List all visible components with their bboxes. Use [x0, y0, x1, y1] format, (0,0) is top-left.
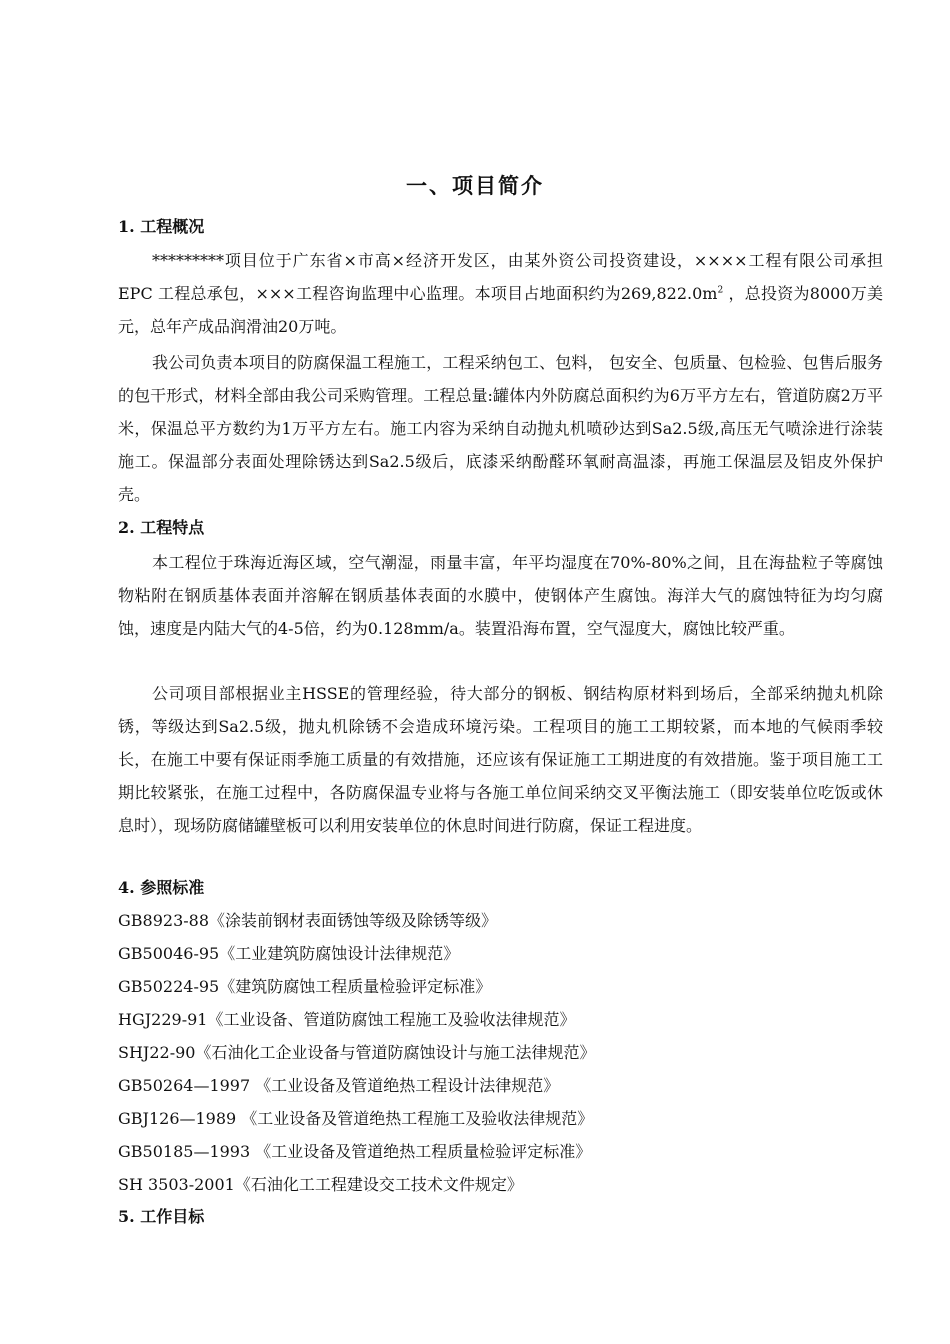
standard-item: GB50264—1997 《工业设备及管道绝热工程设计法律规范》 — [118, 1076, 560, 1095]
paragraph-scope: 我公司负责本项目的防腐保温工程施工，工程采纳包工、包料， 包安全、包质量、包检验、包售后服务的包干形式，材料全部由我公司采购管理。工程总量:罐体内外防腐总面积约为6万平方左右，管道防腐2万平米，保温总平方数约为1万平方左右。施工内容为采纳自动抛丸机喷砂达到Sa2.5级,高压无气喷涂进行涂装施工。保温部分表面处理除锈达到Sa2.5级后，底漆采纳酚醛环氧耐高温漆，再施工保温层及铝皮外保护壳。 — [118, 353, 883, 504]
section-heading-standards: 4. 参照标准 — [118, 878, 205, 897]
section-heading-features: 2. 工程特点 — [118, 518, 205, 537]
standards-list — [118, 904, 883, 1201]
section-heading-goals: 5. 工作目标 — [118, 1207, 205, 1226]
paragraph-text: *********项目位于广东省×市高×经济开发区，由某外资公司投资建设，××××工程有限公司承担EPC 工程总承包，×××工程咨询监理中心监理。本项目占地面积约为269,822.0m — [118, 251, 883, 303]
standard-item: SHJ22-90《石油化工企业设备与管道防腐蚀设计与施工法律规范》 — [118, 1043, 596, 1062]
standard-item: GB8923-88《涂装前钢材表面锈蚀等级及除锈等级》 — [118, 911, 498, 930]
paragraph-construction-plan: 公司项目部根据业主HSSE的管理经验，待大部分的钢板、钢结构原材料到场后，全部采纳抛丸机除锈，等级达到Sa2.5级，抛丸机除锈不会造成环境污染。工程项目的施工工期较紧，而本地的气候雨季较长，在施工中要有保证雨季施工质量的有效措施，还应该有保证施工工期进度的有效措施。鉴于项目施工工期比较紧张，在施工过程中，各防腐保温专业将与各施工单位间采纳交叉平衡法施工（即安装单位吃饭或休息时），现场防腐储罐壁板可以利用安装单位的休息时间进行防腐，保证工程进度。 — [118, 684, 883, 835]
paragraph-text: ，总投资为8000万美元，总年产成品润滑油20万吨。 — [118, 284, 883, 336]
standard-item: GB50224-95《建筑防腐蚀工程质量检验评定标准》 — [118, 977, 492, 996]
page-title: 一、项目简介 — [406, 173, 544, 198]
paragraph-project-location — [118, 244, 883, 343]
paragraph-environment: 本工程位于珠海近海区域，空气潮湿，雨量丰富，年平均湿度在70%-80%之间，且在海盐粒子等腐蚀物粘附在钢质基体表面并溶解在钢质基体表面的水膜中，使钢体产生腐蚀。海洋大气的腐蚀特征为均匀腐蚀，速度是内陆大气的4-5倍，约为0.128mm/a。装置沿海布置，空气湿度大，腐蚀比较严重。 — [118, 553, 883, 638]
section-heading-overview: 1. 工程概况 — [118, 217, 205, 236]
standard-item: HGJ229-91《工业设备、管道防腐蚀工程施工及验收法律规范》 — [118, 1010, 576, 1029]
standard-item: SH 3503-2001《石油化工工程建设交工技术文件规定》 — [118, 1175, 523, 1194]
standard-item: GB50185—1993 《工业设备及管道绝热工程质量检验评定标准》 — [118, 1142, 592, 1161]
superscript-unit: 2 — [717, 285, 724, 296]
standard-item: GB50046-95《工业建筑防腐蚀设计法律规范》 — [118, 944, 460, 963]
standard-item: GBJ126—1989 《工业设备及管道绝热工程施工及验收法律规范》 — [118, 1109, 594, 1128]
